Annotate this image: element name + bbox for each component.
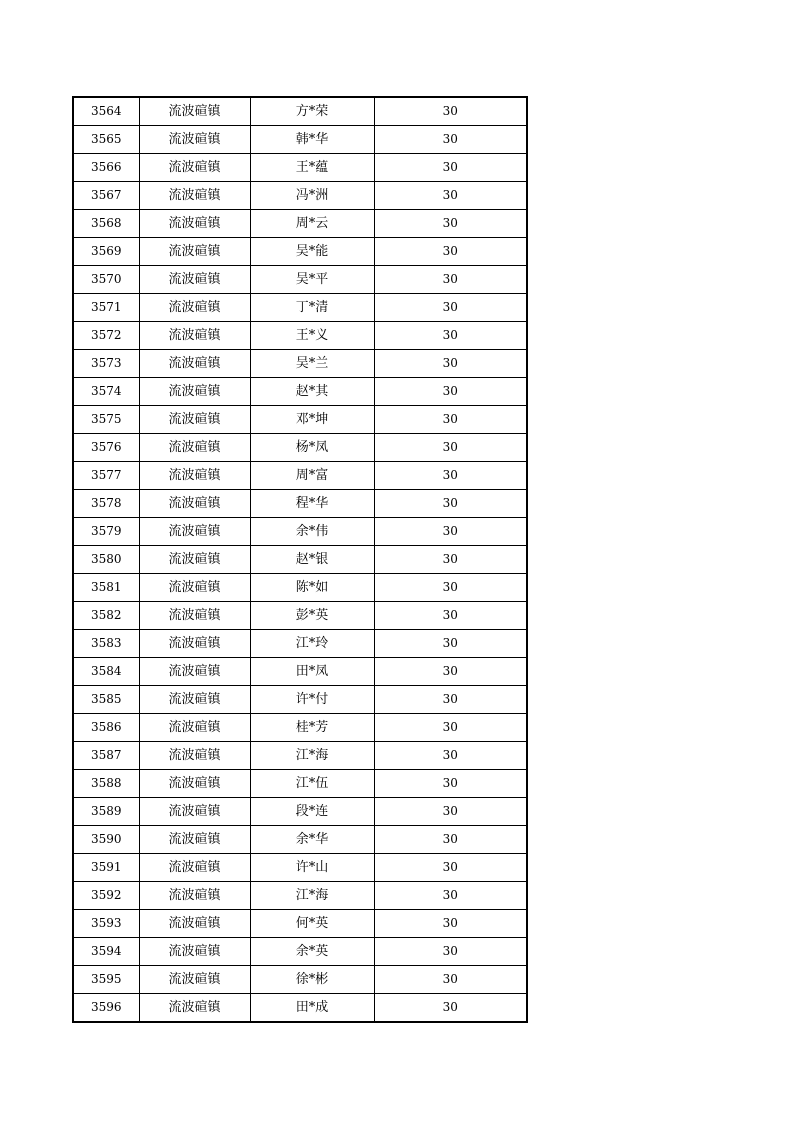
serial-number-cell: 3565 <box>73 126 139 154</box>
serial-number-cell: 3584 <box>73 658 139 686</box>
town-cell: 流波碹镇 <box>139 462 250 490</box>
table-row <box>73 266 527 294</box>
person-name-cell: 杨*凤 <box>250 434 374 462</box>
town-cell: 流波碹镇 <box>139 854 250 882</box>
amount-cell: 30 <box>374 238 527 266</box>
table-row <box>73 294 527 322</box>
town-cell: 流波碹镇 <box>139 154 250 182</box>
serial-number-cell: 3571 <box>73 294 139 322</box>
person-name-cell: 赵*其 <box>250 378 374 406</box>
amount-cell: 30 <box>374 490 527 518</box>
table-row <box>73 350 527 378</box>
person-name-cell: 段*连 <box>250 798 374 826</box>
amount-cell: 30 <box>374 826 527 854</box>
town-cell: 流波碹镇 <box>139 602 250 630</box>
amount-cell: 30 <box>374 770 527 798</box>
amount-cell: 30 <box>374 910 527 938</box>
serial-number-cell: 3575 <box>73 406 139 434</box>
town-cell: 流波碹镇 <box>139 518 250 546</box>
serial-number-cell: 3569 <box>73 238 139 266</box>
town-cell: 流波碹镇 <box>139 938 250 966</box>
serial-number-cell: 3589 <box>73 798 139 826</box>
amount-cell: 30 <box>374 882 527 910</box>
town-cell: 流波碹镇 <box>139 630 250 658</box>
amount-cell: 30 <box>374 322 527 350</box>
amount-cell: 30 <box>374 658 527 686</box>
person-name-cell: 许*山 <box>250 854 374 882</box>
table-row <box>73 714 527 742</box>
amount-cell: 30 <box>374 182 527 210</box>
amount-cell: 30 <box>374 546 527 574</box>
person-name-cell: 陈*如 <box>250 574 374 602</box>
serial-number-cell: 3567 <box>73 182 139 210</box>
serial-number-cell: 3588 <box>73 770 139 798</box>
table-row <box>73 938 527 966</box>
amount-cell: 30 <box>374 602 527 630</box>
serial-number-cell: 3574 <box>73 378 139 406</box>
town-cell: 流波碹镇 <box>139 826 250 854</box>
serial-number-cell: 3583 <box>73 630 139 658</box>
table-row <box>73 910 527 938</box>
amount-cell: 30 <box>374 97 527 126</box>
town-cell: 流波碹镇 <box>139 686 250 714</box>
person-name-cell: 丁*清 <box>250 294 374 322</box>
town-cell: 流波碹镇 <box>139 350 250 378</box>
table-row <box>73 126 527 154</box>
amount-cell: 30 <box>374 210 527 238</box>
amount-cell: 30 <box>374 854 527 882</box>
person-name-cell: 赵*银 <box>250 546 374 574</box>
town-cell: 流波碹镇 <box>139 490 250 518</box>
table-row <box>73 770 527 798</box>
serial-number-cell: 3570 <box>73 266 139 294</box>
amount-cell: 30 <box>374 266 527 294</box>
town-cell: 流波碹镇 <box>139 966 250 994</box>
serial-number-cell: 3591 <box>73 854 139 882</box>
table-row <box>73 462 527 490</box>
table-row <box>73 574 527 602</box>
person-name-cell: 邓*坤 <box>250 406 374 434</box>
person-name-cell: 江*海 <box>250 742 374 770</box>
serial-number-cell: 3568 <box>73 210 139 238</box>
person-name-cell: 吴*兰 <box>250 350 374 378</box>
serial-number-cell: 3576 <box>73 434 139 462</box>
table-row <box>73 490 527 518</box>
table-row <box>73 854 527 882</box>
amount-cell: 30 <box>374 630 527 658</box>
table-row <box>73 658 527 686</box>
amount-cell: 30 <box>374 518 527 546</box>
person-name-cell: 韩*华 <box>250 126 374 154</box>
town-cell: 流波碹镇 <box>139 210 250 238</box>
person-name-cell: 余*英 <box>250 938 374 966</box>
serial-number-cell: 3587 <box>73 742 139 770</box>
amount-cell: 30 <box>374 406 527 434</box>
town-cell: 流波碹镇 <box>139 126 250 154</box>
person-name-cell: 余*华 <box>250 826 374 854</box>
person-name-cell: 桂*芳 <box>250 714 374 742</box>
serial-number-cell: 3590 <box>73 826 139 854</box>
town-cell: 流波碹镇 <box>139 266 250 294</box>
table-row <box>73 602 527 630</box>
table-row <box>73 210 527 238</box>
table-row <box>73 97 527 126</box>
town-cell: 流波碹镇 <box>139 97 250 126</box>
serial-number-cell: 3572 <box>73 322 139 350</box>
town-cell: 流波碹镇 <box>139 434 250 462</box>
serial-number-cell: 3592 <box>73 882 139 910</box>
serial-number-cell: 3566 <box>73 154 139 182</box>
town-cell: 流波碹镇 <box>139 714 250 742</box>
town-cell: 流波碹镇 <box>139 658 250 686</box>
person-name-cell: 田*成 <box>250 994 374 1023</box>
amount-cell: 30 <box>374 434 527 462</box>
person-name-cell: 何*英 <box>250 910 374 938</box>
amount-cell: 30 <box>374 938 527 966</box>
person-name-cell: 江*海 <box>250 882 374 910</box>
town-cell: 流波碹镇 <box>139 994 250 1023</box>
table-row <box>73 798 527 826</box>
person-name-cell: 冯*洲 <box>250 182 374 210</box>
table-row <box>73 518 527 546</box>
table-row <box>73 994 527 1023</box>
amount-cell: 30 <box>374 574 527 602</box>
town-cell: 流波碹镇 <box>139 742 250 770</box>
person-name-cell: 吴*能 <box>250 238 374 266</box>
town-cell: 流波碹镇 <box>139 798 250 826</box>
person-name-cell: 田*凤 <box>250 658 374 686</box>
table-row <box>73 630 527 658</box>
table-row <box>73 182 527 210</box>
serial-number-cell: 3582 <box>73 602 139 630</box>
amount-cell: 30 <box>374 798 527 826</box>
table-row <box>73 406 527 434</box>
town-cell: 流波碹镇 <box>139 574 250 602</box>
table-row <box>73 742 527 770</box>
person-name-cell: 彭*英 <box>250 602 374 630</box>
town-cell: 流波碹镇 <box>139 182 250 210</box>
person-name-cell: 周*云 <box>250 210 374 238</box>
serial-number-cell: 3579 <box>73 518 139 546</box>
town-cell: 流波碹镇 <box>139 378 250 406</box>
person-name-cell: 程*华 <box>250 490 374 518</box>
serial-number-cell: 3586 <box>73 714 139 742</box>
table-body <box>73 97 527 1022</box>
table-row <box>73 378 527 406</box>
person-name-cell: 余*伟 <box>250 518 374 546</box>
town-cell: 流波碹镇 <box>139 294 250 322</box>
serial-number-cell: 3564 <box>73 97 139 126</box>
person-name-cell: 江*伍 <box>250 770 374 798</box>
amount-cell: 30 <box>374 350 527 378</box>
table-row <box>73 966 527 994</box>
serial-number-cell: 3577 <box>73 462 139 490</box>
table-row <box>73 882 527 910</box>
person-name-cell: 吴*平 <box>250 266 374 294</box>
amount-cell: 30 <box>374 686 527 714</box>
amount-cell: 30 <box>374 742 527 770</box>
table-row <box>73 546 527 574</box>
serial-number-cell: 3581 <box>73 574 139 602</box>
subsidy-list-table <box>72 96 528 1023</box>
town-cell: 流波碹镇 <box>139 238 250 266</box>
town-cell: 流波碹镇 <box>139 546 250 574</box>
town-cell: 流波碹镇 <box>139 406 250 434</box>
person-name-cell: 许*付 <box>250 686 374 714</box>
town-cell: 流波碹镇 <box>139 770 250 798</box>
table-row <box>73 238 527 266</box>
person-name-cell: 周*富 <box>250 462 374 490</box>
town-cell: 流波碹镇 <box>139 882 250 910</box>
town-cell: 流波碹镇 <box>139 910 250 938</box>
table-row <box>73 322 527 350</box>
town-cell: 流波碹镇 <box>139 322 250 350</box>
amount-cell: 30 <box>374 714 527 742</box>
amount-cell: 30 <box>374 378 527 406</box>
table-row <box>73 686 527 714</box>
person-name-cell: 徐*彬 <box>250 966 374 994</box>
serial-number-cell: 3573 <box>73 350 139 378</box>
person-name-cell: 江*玲 <box>250 630 374 658</box>
amount-cell: 30 <box>374 294 527 322</box>
serial-number-cell: 3593 <box>73 910 139 938</box>
amount-cell: 30 <box>374 154 527 182</box>
amount-cell: 30 <box>374 994 527 1023</box>
amount-cell: 30 <box>374 966 527 994</box>
amount-cell: 30 <box>374 462 527 490</box>
person-name-cell: 王*义 <box>250 322 374 350</box>
serial-number-cell: 3596 <box>73 994 139 1023</box>
serial-number-cell: 3595 <box>73 966 139 994</box>
table-row <box>73 434 527 462</box>
serial-number-cell: 3580 <box>73 546 139 574</box>
amount-cell: 30 <box>374 126 527 154</box>
serial-number-cell: 3578 <box>73 490 139 518</box>
person-name-cell: 方*荣 <box>250 97 374 126</box>
person-name-cell: 王*蕴 <box>250 154 374 182</box>
serial-number-cell: 3594 <box>73 938 139 966</box>
table-row <box>73 826 527 854</box>
table-row <box>73 154 527 182</box>
serial-number-cell: 3585 <box>73 686 139 714</box>
